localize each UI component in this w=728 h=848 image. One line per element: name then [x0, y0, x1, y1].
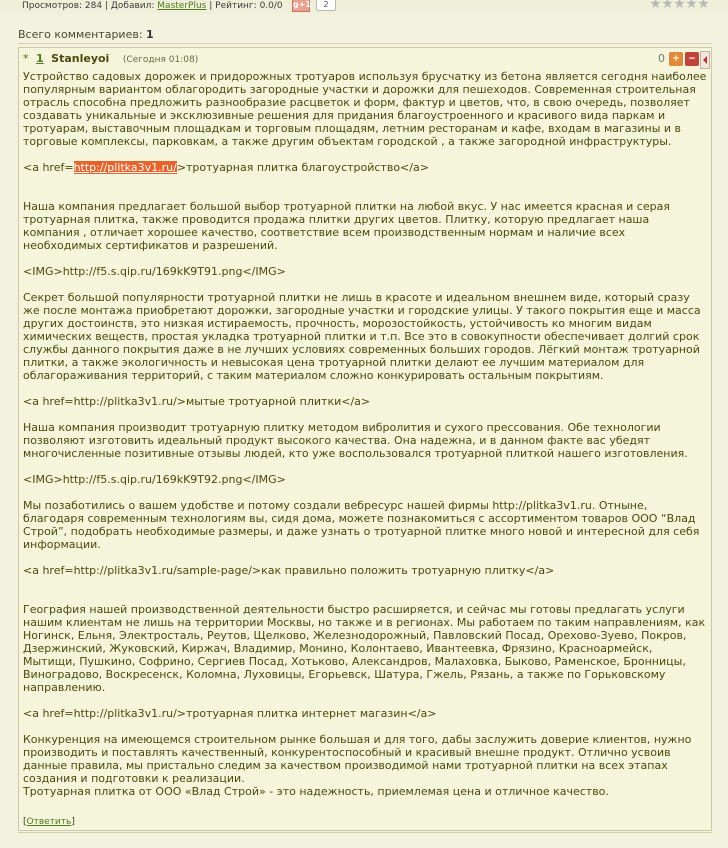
comment-time: (Сегодня 01:08) — [122, 55, 199, 65]
paragraph-gap — [23, 460, 707, 473]
paragraph-gap — [23, 148, 707, 161]
comment-paragraph: Устройство садовых дорожек и придорожных тротуаров используя брусчатку из бетона является сегодня наиболее популярным вариантом облагородить загородные участки и дорожки для пешеходов. Современная строительная отрасль способна предложить разнообразие расцветок и форм, фактур и цветов, что, в свою очередь, позволяет создавать уникальные и эксклюзивные решения для придания благоустроенного и красивого вида паркам и тротуарам, выставочным площадкам и торговым площадям, летним ресторанам и кафе, входам в магазины и в торговые комплексы, парковкам, а также другим объектам городской , а также загородной инфраструктуры. — [23, 70, 710, 148]
link-prefix: <a href= — [23, 161, 74, 174]
views-value: 284 — [84, 1, 103, 11]
rating-value: 0.0/0 — [259, 1, 283, 11]
comments-total — [18, 28, 712, 42]
comment-entry — [18, 47, 712, 831]
paragraph-gap — [23, 278, 707, 291]
divider — [18, 832, 712, 833]
paragraph-gap — [23, 694, 707, 707]
star-icon[interactable] — [674, 0, 685, 9]
comment-paragraph: <a href=http://plitka3v1.ru/sample-page/>как правильно положить тротуарную плитку</a> — [23, 564, 555, 577]
thumbs-up-icon[interactable]: + — [669, 52, 683, 66]
comment-paragraph: Конкуренция на имеющемся строительном рынке большая и для того, дабы заслужить доверие клиентов, нужно производить и поставлять качественный, конкурентоспособный и красивый внешне продукт. Отлично усвоив данные правила, мы пристально следим за качеством производимой нами тротуарной плитки на всех этапах создания и подготовки к реализации. — [23, 733, 695, 785]
paragraph-gap — [23, 486, 707, 499]
divider — [18, 43, 712, 44]
paragraph-gap — [23, 577, 707, 590]
paragraph-gap — [23, 590, 707, 603]
highlighted-url[interactable]: http://plitka3v1.ru/ — [73, 161, 177, 174]
comment-paragraph: География нашей производственной деятельности быстро расширяется, и сейчас мы готовы предлагать услуги нашим клиентам не лишь на территории Москвы, но также и в регионах. Мы работаем по таким направлениям, как Ногинск, Ельня, Электросталь, Реутов, Щелково, Железнодорожный, Павловский Посад, Орехово-Зуево, Покров, Дзержинский, Жуковский, Киржач, Владимир, Монино, Колонтаево, Ивантеевка, Фрязино, Красноармейск, Мытищи, Пушкино, Софрино, Сергиев Посад, Хотьково, Александров, Малаховка, Быково, Раменское, Бронницы, Виноградово, Воскресенск, Коломна, Луховицы, Егорьевск, Шатура, Гжель, Рязань, а также по Горьковскому направлению. — [23, 603, 709, 694]
comment-paragraph: Мы позаботились о вашем удобстве и потому создали вебресурс нашей фирмы http://plitka3v1.ru. Отныне, благодаря современным технологиям вы, сидя дома, можете познакомиться с ассортиментом товаров ООО “Влад Строй”, подобрать необходимые размеры, и даже узнать о тротуарной плитке много новой и интересной для себя информации. — [23, 499, 703, 551]
comment-paragraph: <IMG>http://f5.s.qip.ru/169kK9T92.png</IMG> — [23, 473, 286, 486]
google-plus-count: 2 — [316, 0, 336, 11]
views-label: Просмотров: — [22, 1, 83, 11]
reply-link[interactable]: Ответить — [26, 817, 72, 827]
thumbs-down-icon[interactable]: − — [685, 52, 699, 66]
stats-line: Просмотров: 284 | Добавил: MasterPlus | Рейтинг: 0.0/0 — [22, 1, 283, 11]
collapse-arrow-icon[interactable] — [700, 51, 710, 69]
google-plus-button[interactable]: g+1 — [292, 0, 310, 12]
item-stats-bar — [0, 0, 728, 14]
star-icon[interactable] — [650, 0, 661, 9]
comment-author: Stanleyoi — [51, 52, 110, 65]
star-icon[interactable] — [662, 0, 673, 9]
author-link[interactable]: MasterPlus — [157, 1, 207, 11]
paragraph-gap — [23, 174, 707, 187]
rating-label: Рейтинг: — [215, 1, 257, 11]
comment-paragraph: <IMG>http://f5.s.qip.ru/169kK9T91.png</IMG> — [23, 265, 286, 278]
reply-row: [Ответить] — [23, 817, 75, 827]
comments-total-label: Всего комментариев: — [18, 28, 143, 41]
added-label: Добавил: — [110, 1, 155, 11]
comments-total-count: 1 — [146, 28, 154, 41]
comment-marker: * — [23, 52, 29, 65]
link-suffix: >тротуарная плитка благоустройство</a> — [176, 161, 429, 174]
rating-stars[interactable] — [650, 0, 710, 9]
paragraph-gap — [23, 187, 707, 200]
comment-paragraph: <a href=http://plitka3v1.ru/>мытые тротуарной плитки</a> — [23, 395, 371, 408]
paragraph-gap — [23, 720, 707, 733]
paragraph-gap — [23, 252, 707, 265]
comment-paragraph: Секрет большой популярности тротуарной плитки не лишь в красоте и идеальном внешнем виде, который сразу же после монтажа приобретают дорожки, загородные участки и городские улицы. У такого покрытия еще и масса других достоинств, это низкая истираемость, прочность, морозостойкость, устойчивость ко многим видам химических веществ, простая укладка тротуарной плитки и т.п. Все это в совокупности обеспечивает долгий срок службы данного покрытия даже в не лучших условиях современных больших городов. Лёгкий монтаж тротуарной плитки, а также экологичность и невысокая цена тротуарной плитки делают ее лучшим материалом для облагораживания территорий, с таким материалом сложно конкурировать остальным покрытиям. — [23, 291, 705, 382]
comment-paragraph: Наша компания производит тротуарную плитку методом вибролития и сухого прессования. Обе технологии позволяют изготовить идеальный продукт высокого качества. Она надежна, и в данном факте вас убедят многочисленные позитивные отзывы людей, кто уже воспользовался тротуарной плиткой нашего изготовления. — [23, 421, 688, 460]
comment-permalink[interactable]: 1 — [36, 52, 44, 65]
paragraph-gap — [23, 551, 707, 564]
comment-paragraph: Тротуарная плитка от ООО «Влад Строй» - это надежность, приемлемая цена и отличное качество. — [23, 785, 609, 798]
comment-vote-count: 0 — [658, 52, 665, 65]
paragraph-gap — [23, 408, 707, 421]
star-icon[interactable] — [698, 0, 709, 9]
comment-paragraph — [23, 161, 707, 174]
comment-paragraph: Наша компания предлагает большой выбор тротуарной плитки на любой вкус. У нас имеется красная и серая тротуарная плитка, также проводится продажа плитки других цветов. Плитку, которую предлагает наша компания , отличает хорошее качество, соответствие всем производственным нормам и наличие всех необходимых сертификатов и разрешений. — [23, 200, 674, 252]
paragraph-gap — [23, 382, 707, 395]
comment-header — [23, 52, 198, 66]
comment-paragraph: <a href=http://plitka3v1.ru/>тротуарная плитка интернет магазин</a> — [23, 707, 437, 720]
star-icon[interactable] — [686, 0, 697, 9]
comment-body — [23, 70, 710, 798]
